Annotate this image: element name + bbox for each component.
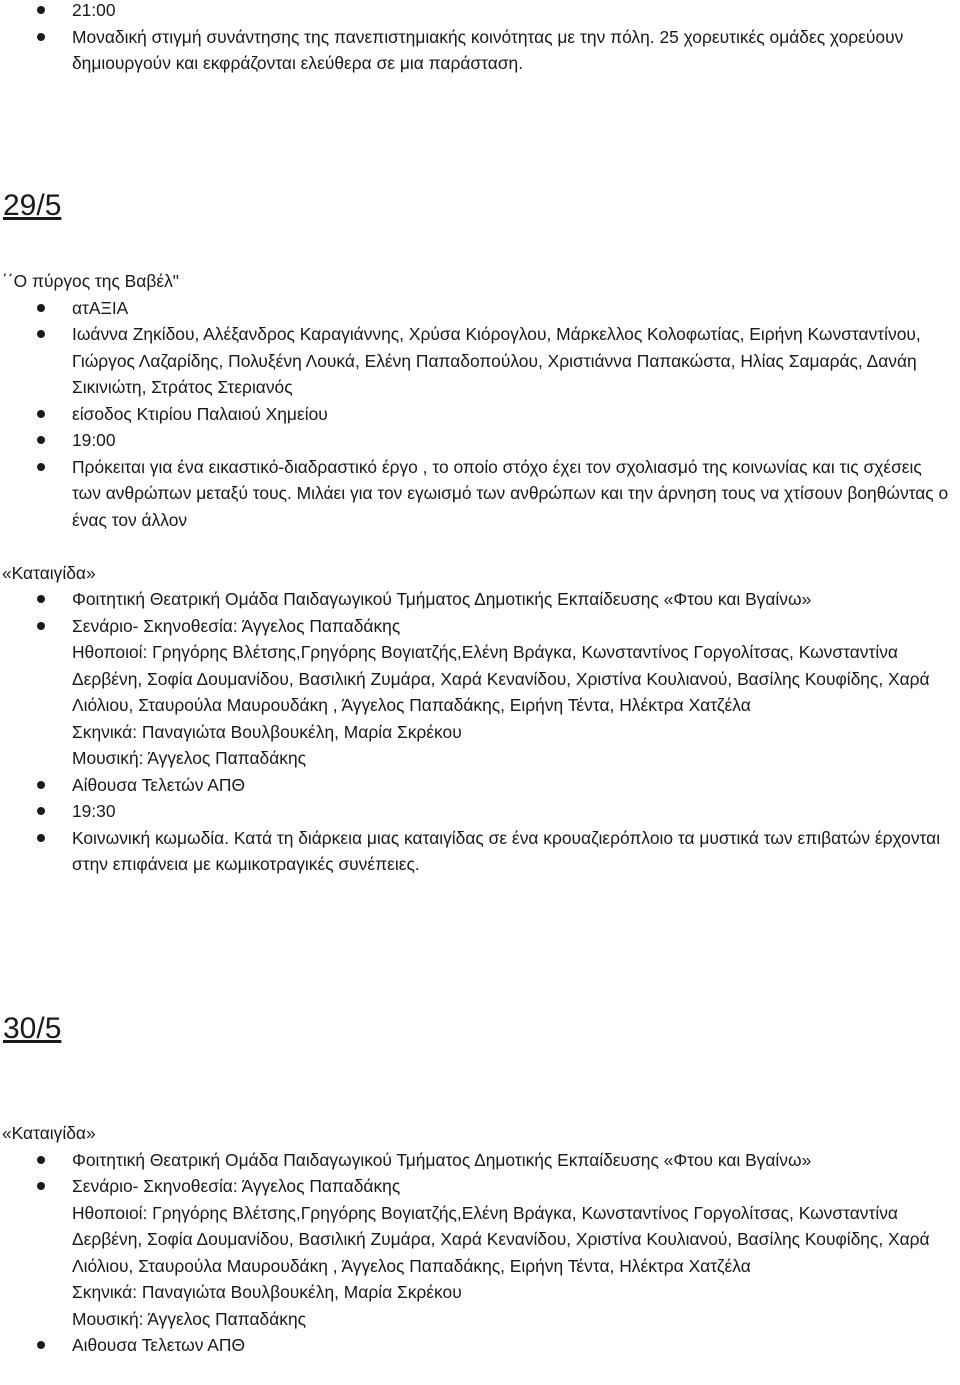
show-storm-2-sets: Σκηνικά: Παναγιώτα Βουλβουκέλη, Μαρία Σκρέκου bbox=[72, 1282, 462, 1302]
show-storm-2-direction bbox=[0, 1173, 960, 1332]
show-babel-description: Πρόκειται για ένα εικαστικό-διαδραστικό έργο , το οποίο στόχο έχει τον σχολιασμό της κοινωνίας και τις σχέσεις των ανθρώπων μεταξύ τους. Μιλάει για τον εγωισμό των ανθρώπων και την άρνηση τους να χτίσουν βοηθώντας ο ένας τον άλλον bbox=[0, 454, 960, 534]
show-storm-actors: Ηθοποιοί: Γρηγόρης Βλέτσης,Γρηγόρης Βογιατζής,Ελένη Βράγκα, Κωνσταντίνος Γοργολίτσας, Κωνσταντίνα Δερβένη, Σοφία Δουμανίδου, Βασιλική Ζυμάρα, Χαρά Κενανίδου, Χριστίνα Κουλιανού, Βασίλης Κουφίδης, Χαρά Λιόλιου, Σταυρούλα Μαυρουδάκη , Άγγελος Παπαδάκης, Ειρήνη Τέντα, Ηλέκτρα Χατζέλα bbox=[72, 642, 930, 715]
show-storm-2-title: «Καταιγίδα» bbox=[2, 1123, 96, 1143]
show-storm-sets: Σκηνικά: Παναγιώτα Βουλβουκέλη, Μαρία Σκρέκου bbox=[72, 721, 462, 742]
show-babel-cast: Ιωάννα Ζηκίδου, Αλέξανδρος Καραγιάννης, Χρύσα Κιόρογλου, Μάρκελλος Κολοφωτίας, Ειρήνη Κωνσταντίνου, Γιώργος Λαζαρίδης, Πολυξένη Λουκά, Ελένη Παπαδοπούλου, Χριστιάννα Παπακώστα, Ηλίας Σαμαράς, Δανάη Σικινιώτη, Στράτος Στεριανός bbox=[0, 321, 960, 401]
show-storm-group: Φοιτητική Θεατρική Ομάδα Παιδαγωγικού Τμήματος Δημοτικής Εκπαίδευσης «Φτου και Βγαίνω» bbox=[0, 586, 960, 613]
day-30-section bbox=[0, 1011, 960, 1047]
intro-section bbox=[0, 0, 960, 77]
day-29-section bbox=[0, 188, 960, 224]
show-storm-direction bbox=[0, 613, 960, 772]
show-babel-title: ΄΄Ο πύργος της Βαβέλ" bbox=[2, 271, 179, 291]
day-29-date: 29/5 bbox=[3, 189, 62, 222]
intro-time: 21:00 bbox=[0, 0, 960, 24]
show-storm-music: Μουσική: Άγγελος Παπαδάκης bbox=[72, 748, 306, 768]
show-babel-time: 19:00 bbox=[0, 427, 960, 454]
show-babel-group: ατΑΞΙΑ bbox=[0, 295, 960, 322]
show-storm-2-actors: Ηθοποιοί: Γρηγόρης Βλέτσης,Γρηγόρης Βογιατζής,Ελένη Βράγκα, Κωνσταντίνος Γοργολίτσας, Κωνσταντίνα Δερβένη, Σοφία Δουμανίδου, Βασιλική Ζυμάρα, Χαρά Κενανίδου, Χριστίνα Κουλιανού, Βασίλης Κουφίδης, Χαρά Λιόλιου, Σταυρούλα Μαυρουδάκη , Άγγελος Παπαδάκης, Ειρήνη Τέντα, Ηλέκτρα Χατζέλα bbox=[72, 1202, 930, 1276]
show-storm-2-direction-text: Σενάριο- Σκηνοθεσία: Άγγελος Παπαδάκης bbox=[72, 1176, 401, 1196]
show-storm-description: Κοινωνική κωμωδία. Κατά τη διάρκεια μιας καταιγίδας σε ένα κρουαζιερόπλοιο τα μυστικά των επιβατών έρχονται στην επιφάνεια με κωμικοτραγικές συνέπειες. bbox=[0, 825, 960, 878]
show-babel-venue: είσοδος Κτιρίου Παλαιού Χημείου bbox=[0, 401, 960, 428]
show-babel bbox=[0, 268, 960, 878]
show-storm-direction-text: Σενάριο- Σκηνοθεσία: Άγγελος Παπαδάκης bbox=[72, 615, 401, 636]
show-storm-2-group: Φοιτητική Θεατρική Ομάδα Παιδαγωγικού Τμήματος Δημοτικής Εκπαίδευσης «Φτου και Βγαίνω» bbox=[0, 1147, 960, 1174]
show-storm-2 bbox=[0, 1120, 960, 1359]
day-30-date: 30/5 bbox=[3, 1012, 62, 1045]
show-storm-time: 19:30 bbox=[0, 798, 960, 825]
show-storm-title: «Καταιγίδα» bbox=[2, 562, 96, 583]
show-storm-2-venue: Αιθουσα Τελετων ΑΠΘ bbox=[0, 1332, 960, 1359]
show-storm-2-music: Μουσική: Άγγελος Παπαδάκης bbox=[72, 1308, 306, 1329]
show-storm-venue: Αίθουσα Τελετών ΑΠΘ bbox=[0, 772, 960, 799]
intro-description: Μοναδική στιγμή συνάντησης της πανεπιστημιακής κοινότητας με την πόλη. 25 χορευτικές ομάδες χορεύουν δημιουργούν και εκφράζονται ελεύθερα σε μια παράσταση. bbox=[0, 24, 960, 77]
